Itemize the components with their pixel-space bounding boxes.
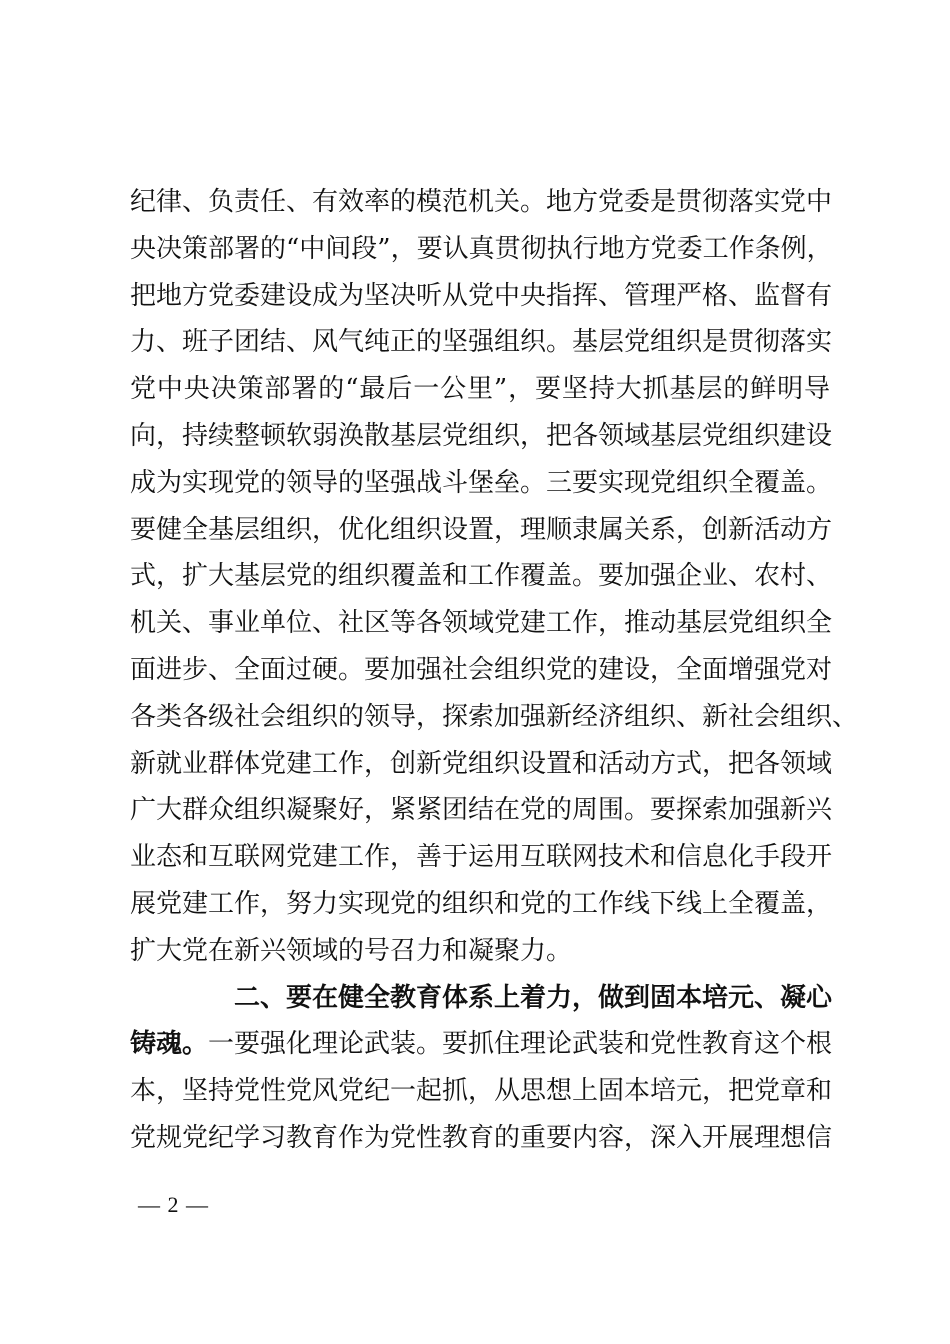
section-heading: 二、要在健全教育体系上着力，做到固本培元、凝心 <box>234 982 833 1013</box>
text-line: 扩大党在新兴领域的号召力和凝聚力。 <box>130 935 573 966</box>
text-line: 要健全基层组织，优化组织设置，理顺隶属关系，创新活动方 <box>130 514 833 545</box>
text-line: 各类各级社会组织的领导，探索加强新经济组织、新社会组织、 <box>130 701 859 732</box>
text-line: 央决策部署的“中间段”，要认真贯彻执行地方党委工作条例， <box>130 233 833 264</box>
text-line: 本，坚持党性党风党纪一起抓，从思想上固本培元，把党章和 <box>130 1076 833 1107</box>
text-line: 广大群众组织凝聚好，紧紧团结在党的周围。要探索加强新兴 <box>130 795 833 826</box>
text-line: 党规党纪学习教育作为党性教育的重要内容，深入开展理想信 <box>130 1122 833 1153</box>
section-heading-tail: 铸魂。 <box>130 1029 209 1060</box>
text-line: 力、班子团结、风气纯正的坚强组织。基层党组织是贯彻落实 <box>130 327 833 358</box>
text-line: 党中央决策部署的“最后一公里”，要坚持大抓基层的鲜明导 <box>130 374 830 405</box>
text-segment: 一要强化理论武装。要抓住理论武装和党性教育这个根 <box>208 1029 833 1060</box>
text-line: 成为实现党的领导的坚强战斗堡垒。三要实现党组织全覆盖。 <box>130 467 833 498</box>
text-line: 展党建工作，努力实现党的组织和党的工作线下线上全覆盖， <box>130 888 833 919</box>
text-line: 式，扩大基层党的组织覆盖和工作覆盖。要加强企业、农村、 <box>130 561 833 592</box>
body-text <box>130 179 859 1162</box>
text-line: 把地方党委建设成为坚决听从党中央指挥、管理严格、监督有 <box>130 280 833 311</box>
text-line: 业态和互联网党建工作，善于运用互联网技术和信息化手段开 <box>130 842 833 873</box>
text-line: 面进步、全面过硬。要加强社会组织党的建设，全面增强党对 <box>130 654 833 685</box>
section-heading-continuation <box>130 1021 833 1068</box>
text-line: 向，持续整顿软弱涣散基层党组织，把各领域基层党组织建设 <box>130 420 833 451</box>
text-line: 纪律、负责任、有效率的模范机关。地方党委是贯彻落实党中 <box>130 187 833 217</box>
page-number: — 2 — <box>138 1192 209 1217</box>
text-line: 新就业群体党建工作，创新党组织设置和活动方式，把各领域 <box>130 748 833 779</box>
text-line: 机关、事业单位、社区等各领域党建工作，推动基层党组织全 <box>130 608 833 639</box>
